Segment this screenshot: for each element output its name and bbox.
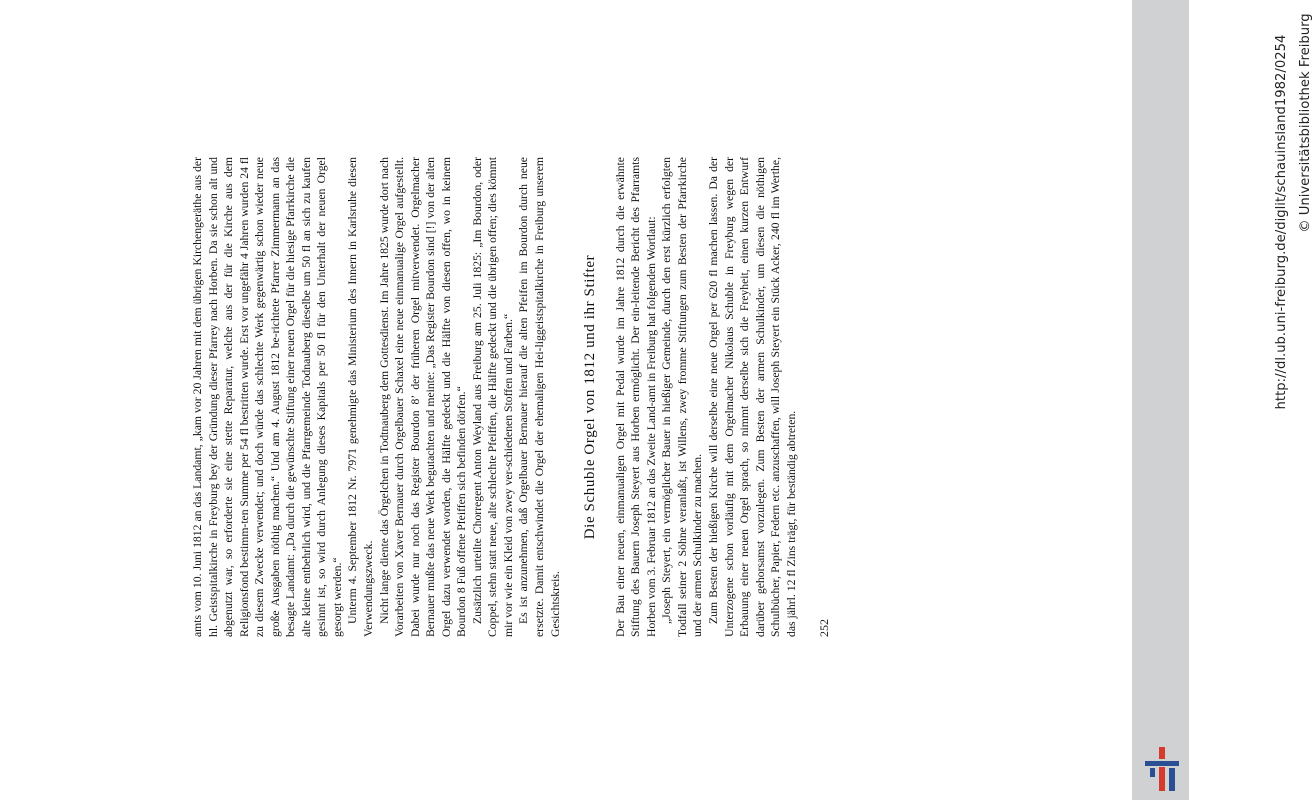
section-heading: Die Schuble Orgel von 1812 und ihr Stifter xyxy=(582,254,599,540)
copyright-notice: © Universitätsbibliothek Freiburg xyxy=(1298,13,1313,233)
body-paragraph: Der Bau einer neuen, einmanualigen Orgel mit Pedal wurde im Jahre 1812 durch die erwähnte Stiftung des Bauern Joseph Steyert aus Horben ermöglicht. Der ein-leitende Bericht des Pfarramts Horben vom 3. Februar 1812 an das Zweite Land-amt in Freiburg hat folgenden Wortlaut: xyxy=(613,157,658,637)
body-paragraph: Nicht lange diente das Örgelchen in Todtnauberg dem Gottesdienst. Im Jahre 1825 wurde dort nach Vorarbeiten von Xaver Bernauer durch Orgelbauer Schaxel eine neue einmanualige Orgel aufgestellt. Dabei wurde nur noch das Register Bourdon 8’ der früheren Orgel mitverwendet. Orgelmacher Bernauer mußte das neue Werk begutachten und meinte: „Das Register Bourdon sind [!] von der alten Orgel dazu verwendet worden, die Hälfte gedeckt und die Hälfte von diesen offen, wo in keinem Bourdon 8 Fuß offene Pfeiffen sich befinden dörfen.“ xyxy=(377,157,469,637)
text-part-1 xyxy=(190,157,563,637)
library-sidebar xyxy=(1132,0,1313,800)
body-paragraph: Zum Besten der hießigen Kirche will derselbe eine neue Orgel per 620 fl machen lassen. Da der Unterzogene schon vorläufig mit dem Orgelmacher Nikolaus Schuble in Freyburg wegen der Erbauung einer neuen Orgel sprach, so nimmt derselbe sich die Freyheit, einen kurzen Entwurf darüber gehorsamst vorzulegen. Zum Besten der armen Schulkinder, um diesen die nöthigen Schulbücher, Papier, Federn etc. anzuschaffen, will Joseph Steyert ein Stück Acker, 240 fl im Werthe, das jährl. 12 fl Zins trägt, für beständig abtreten. xyxy=(706,157,798,637)
body-paragraph: Es ist anzunehmen, daß Orgelbauer Bernauer hierauf die alten Pfeifen im Bourdon durch neue ersetzte. Damit entschwindet die Orgel der ehemaligen Hei-liggeistspitalkirche in Freiburg unserem Gesichtskreis. xyxy=(517,157,562,637)
body-paragraph: Zusätzlich urteilte Chorregent Anton Weyland aus Freiburg am 25. Juli 1825: „Im Bourdon, oder Coppel, stehn statt neue, alte schlechte Pfeiffen, die Hälfte gedeckt und die übrigen offen; dies kömmt mir vor wie ein Kleid von zwey ver-schiedenen Stoffen und Farben.“ xyxy=(470,157,515,637)
ub-freiburg-logo-icon xyxy=(1142,747,1182,791)
body-paragraph: amts vom 10. Juni 1812 an das Landamt, „kam vor 20 Jahren mit dem übrigen Kirchengeräthe aus der hl. Geistspitalkirche in Freyburg bey der Gründung dieser Pfarrey nach Horben. Da sie schon alt und abgenutzt war, so erforderte sie eine stette Reparatur, welche aus der für die Kirche aus dem Religionsfond bestimm-ten Summe per 54 fl bestritten wurde. Erst vor ungefähr 4 Jahren wurden 24 fl zu diesem Zwecke verwendet; und doch würde das schlechte Werk gegenwärtig schon wieder neue große Ausgaben nöthig machen.“ Und am 4. August 1812 be-richtete Pfarrer Zimmermann an das besagte Landamt: „Da durch die gewünschte Stiftung einer neuen Orgel für die hiesige Pfarrkirche die alte kleine entbehrlich wird, und die Pfarrgemeinde Todnauberg dieselbe um 50 fl an sich zu kaufen gesinnt ist, so wird durch Anlegung dieses Kapitals per 50 fl für den Unterhalt der neuen Orgel gesorgt werden.“ xyxy=(191,157,344,637)
text-part-2 xyxy=(613,157,800,637)
page-number: 252 xyxy=(817,619,832,637)
body-paragraph: „Joseph Steyert, ein vermöglicher Bauer in hießiger Gemeinde, durch den erst kürzlich erfolgten Todfall seiner 2 Söhne veranlaßt, ist Willens, zwey fromme Stiftungen zum Besten der Pfarrkirche und der armen Schulkinder zu machen. xyxy=(660,157,705,637)
body-paragraph: Unterm 4. September 1812 Nr. 7971 genehmigte das Ministerium des Innern in Karlsruhe diesen Verwendungszweck. xyxy=(346,157,376,637)
permalink-url[interactable]: http://dl.ub.uni-freiburg.de/diglit/schauinsland1982/0254 xyxy=(1274,34,1289,410)
rotated-text-block xyxy=(190,157,950,637)
